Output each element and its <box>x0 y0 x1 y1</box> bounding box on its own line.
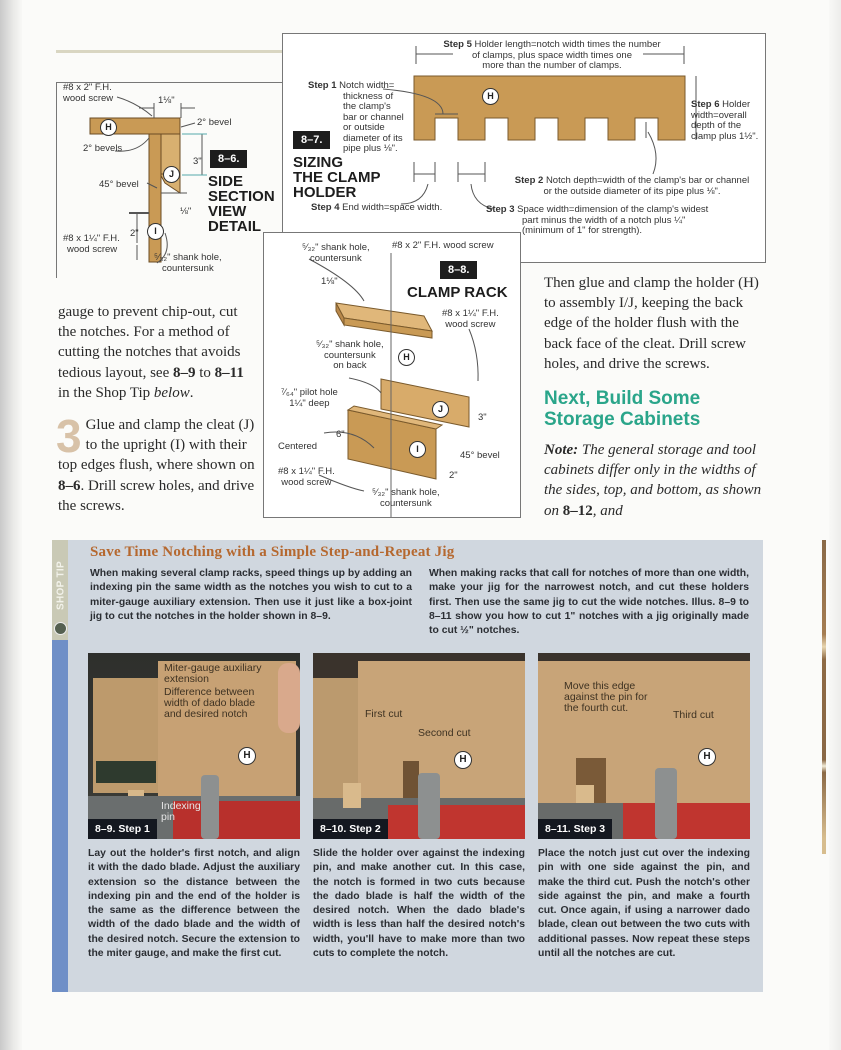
step-2-text: Slide the holder over against the indexing pin, and make another cut. In this case, the notch is formed in two cuts because the dado blade is half the width of the desired notch. When the dado blade's width is less than half the desired notch's width, you'll have to make more than two cuts to complete the notch. <box>313 848 525 960</box>
book-spine-shadow <box>0 0 22 1050</box>
label-shank-bottom: ⁵⁄₃₂" shank hole, countersunk <box>372 487 440 509</box>
photo-label-indexing-pin: Indexing pin <box>161 800 201 823</box>
label-width: 1⅛" <box>321 276 338 287</box>
photo-label-extension: Miter-gauge auxiliary extension <box>164 662 262 685</box>
step4-text: Step 4 End width=space width. <box>311 202 443 213</box>
paragraph-holder: Then glue and clamp the holder (H) to assembly I/J, keeping the back edge of the holder flush with the back face of the cleat. Drill screw holes, and drive the screws. <box>544 275 759 372</box>
photo-caption: 8–11. Step 3 <box>538 819 612 839</box>
label-gap: ⅛" <box>180 206 192 217</box>
part-h-marker: H <box>100 119 117 136</box>
part-i-marker: I <box>409 441 426 458</box>
figure-title-8-6: SIDE SECTION VIEW DETAIL <box>208 173 275 235</box>
figure-8-6 <box>56 82 283 278</box>
figure-number-8-6: 8–6. <box>210 150 247 168</box>
label-3in: 3" <box>193 156 202 167</box>
part-j-marker: J <box>163 166 180 183</box>
adjacent-page-strip <box>822 540 826 854</box>
part-i-marker: I <box>147 223 164 240</box>
figure-ref: 8–11 <box>214 364 244 381</box>
shop-tip-label: SHOP TIP <box>55 561 67 610</box>
shop-tip-intro-left: When making several clamp racks, speed things up by adding an indexing pin the same width as the notches you wish to cut to a miter-gauge auxiliary extension. Then use it just like a box-joint jig to cut the notches in the holder shown in 8–9. <box>90 568 412 622</box>
part-h-marker: H <box>398 349 415 366</box>
figure-title-8-7: SIZING THE CLAMP HOLDER <box>293 154 381 201</box>
label-2-bevels: 2° bevels <box>83 143 123 154</box>
label-shank-back: ⁵⁄₃₂" shank hole, countersunk on back <box>316 339 384 371</box>
section-heading: Next, Build Some Storage Cabinets <box>544 388 701 431</box>
photo-label-move-edge: Move this edge against the pin for the fourth cut. <box>564 680 648 714</box>
label-screw-2in: #8 x 2" F.H. wood screw <box>392 240 494 251</box>
top-rule <box>56 50 282 53</box>
part-j-marker: J <box>432 401 449 418</box>
photo-label-difference: Difference between width of dado blade and desired notch <box>164 686 256 720</box>
label-6in: 6" <box>336 429 345 440</box>
paragraph-step-3: 3 Glue and clamp the cleat (J) to the upright (I) with their top edges flush, where shown on 8–6. Drill screw holes, and drive the screws. <box>56 410 255 514</box>
part-h-marker: H <box>238 747 256 765</box>
label-shank-top: ⁵⁄₃₂" shank hole, countersunk <box>302 242 370 264</box>
photo-label-second-cut: Second cut <box>418 727 471 739</box>
label-45-bevel: 45° bevel <box>460 450 500 461</box>
label-2-bevel: 2° bevel <box>197 117 232 128</box>
page-edge <box>829 0 841 1050</box>
figure-number-8-8: 8–8. <box>440 261 477 279</box>
step2-text: Step 2 Notch depth=width of the clamp's bar or channel or the outside diameter of its pipe plus ⅛". <box>514 175 750 197</box>
photo-label-third-cut: Third cut <box>673 709 714 721</box>
photo-caption: 8–10. Step 2 <box>313 819 388 839</box>
label-centered: Centered <box>278 441 318 452</box>
step5-text: Step 5 Holder length=notch width times the number of clamps, plus space width times one more than the number of clamps. <box>443 39 661 71</box>
photo-step-3 <box>538 653 750 839</box>
part-h-marker: H <box>482 88 499 105</box>
part-h-marker: H <box>698 748 716 766</box>
figure-ref: 8–12 <box>562 502 593 519</box>
part-h-marker: H <box>454 751 472 769</box>
body-text-right <box>544 273 766 521</box>
figure-8-7 <box>282 33 766 263</box>
photo-step-1 <box>88 653 300 839</box>
label-width: 1⅛" <box>158 95 175 106</box>
note-paragraph: Note: The general storage and tool cabinets differ only in the widths of the sides, top, and bottom, as shown on 8–12, and <box>544 442 762 519</box>
step-number-drop-cap: 3 <box>56 410 82 463</box>
step-1-text: Lay out the holder's first notch, and align it with the dado blade. Adjust the auxiliary extension so the distance between the indexing pin and the end of the holder is the same as the difference between the width of the dado blade and the width of the desired notch. Secure the extension to the miter gauge, and make the first cut. <box>88 848 300 960</box>
figure-number-8-7: 8–7. <box>293 131 330 149</box>
label-pilot-hole: ⁷⁄₆₄" pilot hole 1¼" deep <box>281 387 338 409</box>
label-screw-114-bottom: #8 x 1¼" F.H. wood screw <box>278 466 335 488</box>
step3-text: Step 3 Space width=dimension of the clamp's widest part minus the width of a notch plus ¼" (minimum of 1" for strength). <box>486 204 709 236</box>
label-screw-114-top: #8 x 1¼" F.H. wood screw <box>442 308 499 330</box>
photo-label-first-cut: First cut <box>365 708 403 720</box>
shop-tip-intro-right: When making racks that call for notches of more than one width, make your jig for the narrowest notch, and cut these holders first. Then use the same jig to cut the wide notches. Illus. 8–9 to 8–11 show you how to cut 1" notches with a jig originally made to cut ½" notches. <box>429 568 749 637</box>
shop-tip-icon <box>54 622 67 635</box>
photo-caption: 8–9. Step 1 <box>88 819 157 839</box>
label-screw-2in: #8 x 2" F.H. wood screw <box>63 82 114 104</box>
shop-tip-title: Save Time Notching with a Simple Step-and-Repeat Jig <box>90 544 455 560</box>
label-screw-114: #8 x 1¼" F.H. wood screw <box>63 233 120 255</box>
figure-ref: 8–9 <box>172 364 196 381</box>
label-2in: 2" <box>130 228 139 239</box>
step1-text: Step 1 Notch width= thickness of the clamp's bar or channel or outside diameter of its pipe plus ⅛". <box>308 80 404 154</box>
shop-tip-box <box>52 540 763 992</box>
paragraph-notches: gauge to prevent chip-out, cut the notches. For a method of cutting the notches that avoids tedious layout, see 8–9 to 8–11 in the Shop Tip below. <box>58 304 244 401</box>
label-shank-hole: ⁵⁄₃₂" shank hole, countersunk <box>154 252 222 274</box>
label-2in: 2" <box>449 470 458 481</box>
figure-ref: 8–6 <box>58 477 81 494</box>
label-3in: 3" <box>478 412 487 423</box>
step-3-text: Place the notch just cut over the indexing pin with one side against the pin, and make the third cut. Push the notch's other side against the pin, and make a fourth cut. Once again, if using a narrower dado blade, clean out between the two cuts with additional passes. Now repeat these steps until all the notches are cut. <box>538 848 750 960</box>
figure-8-8 <box>263 232 521 518</box>
label-45-bevel: 45° bevel <box>99 179 139 190</box>
body-text-left <box>58 302 258 516</box>
step6-text: Step 6 Holder width=overall depth of the clamp plus 1½". <box>691 99 759 142</box>
figure-title-8-8: CLAMP RACK <box>407 284 508 301</box>
photo-step-2 <box>313 653 525 839</box>
